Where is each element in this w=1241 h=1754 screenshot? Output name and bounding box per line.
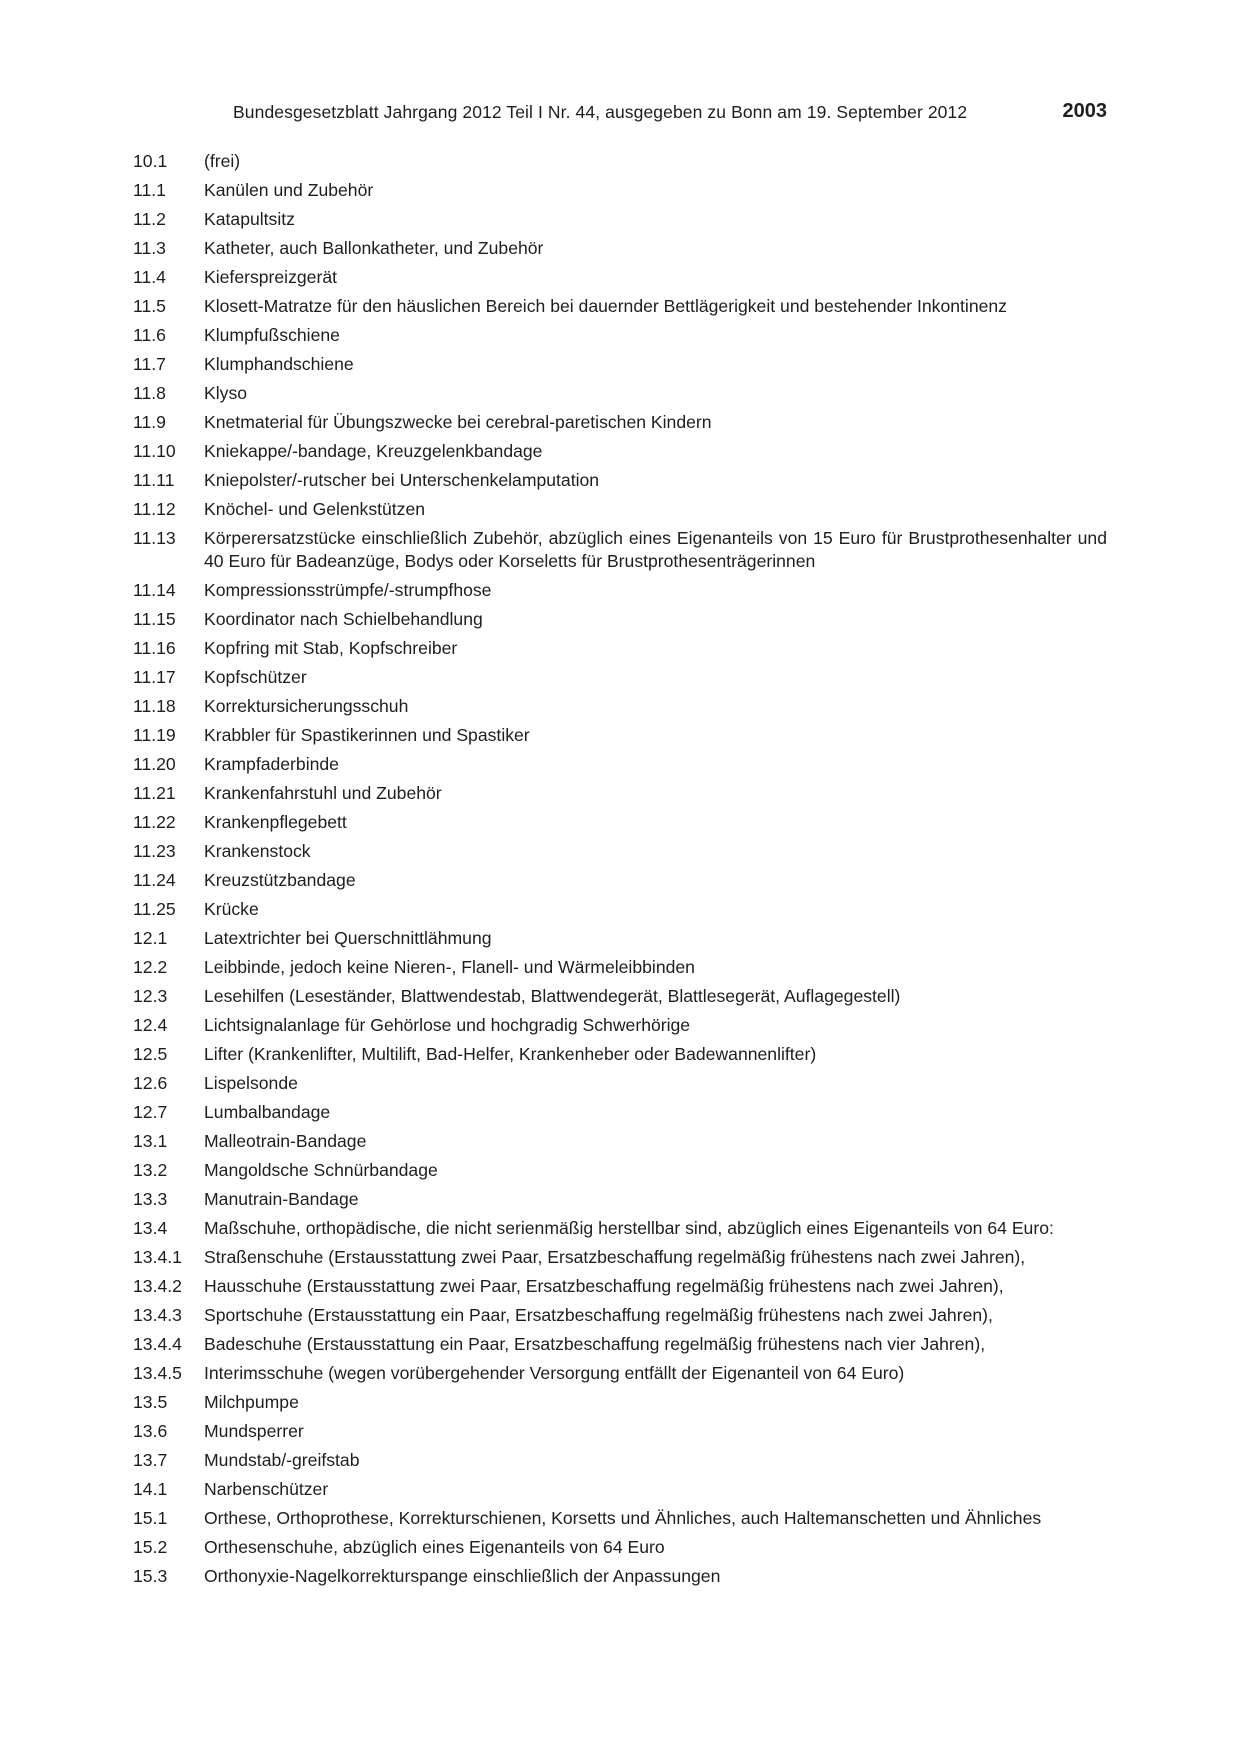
entry-number: 11.3 (133, 238, 166, 258)
entry-number: 12.5 (133, 1044, 168, 1064)
entry-text: Malleotrain-Bandage (204, 1131, 367, 1151)
entry-number: 11.19 (133, 725, 176, 745)
list-item (133, 1449, 1107, 1472)
entry-number: 11.6 (133, 325, 166, 345)
entry-text: Orthese, Orthoprothese, Korrekturschienen, Korsetts und Ähnliches, auch Haltemanschetten und Ähnliches (204, 1508, 1042, 1528)
entry-text: Korrektursicherungsschuh (204, 696, 409, 716)
list-item (133, 1507, 1107, 1530)
list-item (133, 666, 1107, 689)
entry-text: Maßschuhe, orthopädische, die nicht serienmäßig herstellbar sind, abzüglich eines Eigenanteils von 64 Euro: (204, 1218, 1054, 1238)
list-item (133, 1101, 1107, 1124)
list-item (133, 1362, 1107, 1385)
list-item (133, 237, 1107, 260)
entry-number: 13.4.4 (133, 1334, 182, 1354)
entry-number: 11.2 (133, 209, 166, 229)
entry-text: Lichtsignalanlage für Gehörlose und hochgradig Schwerhörige (204, 1015, 691, 1035)
entry-number: 11.16 (133, 638, 176, 658)
list-item (133, 753, 1107, 776)
entry-number: 11.10 (133, 441, 176, 461)
entry-number: 12.4 (133, 1015, 168, 1035)
entry-text: Knetmaterial für Übungszwecke bei cerebral-paretischen Kindern (204, 412, 712, 432)
list-item (133, 1304, 1107, 1327)
list-item (133, 985, 1107, 1008)
list-item (133, 579, 1107, 602)
entry-text: Manutrain-Bandage (204, 1189, 359, 1209)
entry-text: Leibbinde, jedoch keine Nieren-, Flanell- und Wärmeleibbinden (204, 957, 695, 977)
entry-number: 11.25 (133, 899, 176, 919)
entry-number: 15.1 (133, 1508, 168, 1528)
list-item (133, 869, 1107, 892)
entry-text: Kieferspreizgerät (204, 267, 337, 287)
entry-number: 13.5 (133, 1392, 168, 1412)
entry-text: Hausschuhe (Erstausstattung zwei Paar, Ersatzbeschaffung regelmäßig frühestens nach zwei Jahren), (204, 1276, 1004, 1296)
entry-text: Krankenpflegebett (204, 812, 347, 832)
list-item (133, 266, 1107, 289)
entry-number: 13.7 (133, 1450, 168, 1470)
entry-text: Koordinator nach Schielbehandlung (204, 609, 483, 629)
list-item (133, 1565, 1107, 1588)
list-item (133, 1420, 1107, 1443)
entry-number: 12.3 (133, 986, 168, 1006)
list-item (133, 469, 1107, 492)
list-item (133, 1536, 1107, 1559)
entry-text: Latextrichter bei Querschnittlähmung (204, 928, 492, 948)
entry-number: 11.13 (133, 528, 176, 548)
list-item (133, 608, 1107, 631)
entry-text: Körperersatzstücke einschließlich Zubehör, abzüglich eines Eigenanteils von 15 Euro für Brustprothesenhalter und 40 Euro für Badeanzüge, Bodys oder Korseletts für Brustprothesenträgerinnen (204, 528, 1107, 571)
entry-number: 11.22 (133, 812, 176, 832)
list-item (133, 1072, 1107, 1095)
entry-number: 11.21 (133, 783, 176, 803)
entry-text: Knöchel- und Gelenkstützen (204, 499, 426, 519)
page-header (200, 100, 1107, 128)
list-item (133, 498, 1107, 521)
list-item (133, 927, 1107, 950)
list-item (133, 811, 1107, 834)
entry-number: 11.9 (133, 412, 166, 432)
entry-text: Lumbalbandage (204, 1102, 331, 1122)
entry-number: 12.1 (133, 928, 168, 948)
list-item (133, 440, 1107, 463)
entry-text: Krankenfahrstuhl und Zubehör (204, 783, 442, 803)
entry-text: Krankenstock (204, 841, 311, 861)
list-item (133, 1130, 1107, 1153)
entry-text: Katheter, auch Ballonkatheter, und Zubehör (204, 238, 544, 258)
entry-text: Lispelsonde (204, 1073, 298, 1093)
list-item (133, 1043, 1107, 1066)
list-item (133, 411, 1107, 434)
entry-text: Kopfring mit Stab, Kopfschreiber (204, 638, 458, 658)
list-item (133, 1217, 1107, 1240)
entry-text: Milchpumpe (204, 1392, 299, 1412)
entry-text: Mundsperrer (204, 1421, 304, 1441)
list-item (133, 1478, 1107, 1501)
entry-number: 13.1 (133, 1131, 168, 1151)
entry-number: 13.4 (133, 1218, 168, 1238)
entry-text: Interimsschuhe (wegen vorübergehender Versorgung entfällt der Eigenanteil von 64 Euro) (204, 1363, 905, 1383)
entry-number: 12.7 (133, 1102, 168, 1122)
entry-number: 11.12 (133, 499, 176, 519)
entry-text: Orthesenschuhe, abzüglich eines Eigenanteils von 64 Euro (204, 1537, 665, 1557)
list-item (133, 724, 1107, 747)
entry-text: Lesehilfen (Leseständer, Blattwendestab, Blattwendegerät, Blattlesegerät, Auflagegestell) (204, 986, 901, 1006)
entry-text: Katapultsitz (204, 209, 295, 229)
entry-number: 11.14 (133, 580, 176, 600)
list-item (133, 695, 1107, 718)
entry-number: 11.24 (133, 870, 176, 890)
list-item (133, 956, 1107, 979)
entry-text: Krampfaderbinde (204, 754, 339, 774)
list-item (133, 782, 1107, 805)
list-item (133, 840, 1107, 863)
list-item (133, 1159, 1107, 1182)
list-item (133, 1275, 1107, 1298)
entry-number: 11.5 (133, 296, 166, 316)
entry-number: 13.6 (133, 1421, 168, 1441)
entry-text: Kniepolster/-rutscher bei Unterschenkelamputation (204, 470, 600, 490)
entry-number: 13.2 (133, 1160, 168, 1180)
entry-number: 10.1 (133, 151, 168, 171)
list-item (133, 1333, 1107, 1356)
entry-text: Kreuzstützbandage (204, 870, 356, 890)
list-item (133, 1391, 1107, 1414)
entry-number: 11.23 (133, 841, 176, 861)
entry-number: 11.1 (133, 180, 166, 200)
entry-number: 13.4.2 (133, 1276, 182, 1296)
list-item (133, 208, 1107, 231)
entry-text: Klyso (204, 383, 248, 403)
entry-number: 11.15 (133, 609, 176, 629)
entry-text: Krabbler für Spastikerinnen und Spastiker (204, 725, 530, 745)
list-item (133, 353, 1107, 376)
entry-number: 15.3 (133, 1566, 168, 1586)
entry-text: Orthonyxie-Nagelkorrekturspange einschließlich der Anpassungen (204, 1566, 721, 1586)
list-item (133, 637, 1107, 660)
entry-text: Kopfschützer (204, 667, 307, 687)
entry-text: Kanülen und Zubehör (204, 180, 374, 200)
list-item (133, 1014, 1107, 1037)
publication-header: Bundesgesetzblatt Jahrgang 2012 Teil I Nr. 44, ausgegeben zu Bonn am 19. September 2012 (233, 102, 968, 122)
list-item (133, 898, 1107, 921)
entry-number: 12.6 (133, 1073, 168, 1093)
entry-text: Lifter (Krankenlifter, Multilift, Bad-Helfer, Krankenheber oder Badewannenlifter) (204, 1044, 817, 1064)
entry-number: 13.3 (133, 1189, 168, 1209)
page-number: 2003 (1062, 100, 1107, 122)
list-item (133, 295, 1107, 318)
entry-number: 11.17 (133, 667, 176, 687)
entry-number: 11.11 (133, 470, 175, 490)
entry-number: 11.18 (133, 696, 176, 716)
entry-number: 13.4.3 (133, 1305, 182, 1325)
entry-text: Straßenschuhe (Erstausstattung zwei Paar, Ersatzbeschaffung regelmäßig frühestens nach zwei Jahren), (204, 1247, 1026, 1267)
list-item (133, 324, 1107, 347)
entry-number: 11.20 (133, 754, 176, 774)
entry-text: Narbenschützer (204, 1479, 329, 1499)
entry-text: Krücke (204, 899, 259, 919)
entry-text: Kompressionsstrümpfe/-strumpfhose (204, 580, 492, 600)
list-item (133, 527, 1107, 573)
entry-text: Sportschuhe (Erstausstattung ein Paar, Ersatzbeschaffung regelmäßig frühestens nach zwei Jahren), (204, 1305, 993, 1325)
entry-number: 13.4.5 (133, 1363, 182, 1383)
entry-text: Klosett-Matratze für den häuslichen Bereich bei dauernder Bettlägerigkeit und bestehender Inkontinenz (204, 296, 1007, 316)
list-item (133, 179, 1107, 202)
entry-number: 11.8 (133, 383, 166, 403)
list-item (133, 1188, 1107, 1211)
entry-number: 11.4 (133, 267, 166, 287)
list-item (133, 150, 1107, 173)
entry-number: 12.2 (133, 957, 168, 977)
entry-number: 11.7 (133, 354, 166, 374)
entry-number: 14.1 (133, 1479, 168, 1499)
entry-list (133, 150, 1107, 1594)
entry-text: Mundstab/-greifstab (204, 1450, 360, 1470)
entry-text: Mangoldsche Schnürbandage (204, 1160, 438, 1180)
entry-text: Klumphandschiene (204, 354, 354, 374)
entry-number: 15.2 (133, 1537, 168, 1557)
entry-text: Klumpfußschiene (204, 325, 340, 345)
entry-text: (frei) (204, 151, 241, 171)
entry-text: Badeschuhe (Erstausstattung ein Paar, Ersatzbeschaffung regelmäßig frühestens nach vier Jahren), (204, 1334, 986, 1354)
entry-text: Kniekappe/-bandage, Kreuzgelenkbandage (204, 441, 543, 461)
entry-number: 13.4.1 (133, 1247, 182, 1267)
list-item (133, 382, 1107, 405)
list-item (133, 1246, 1107, 1269)
